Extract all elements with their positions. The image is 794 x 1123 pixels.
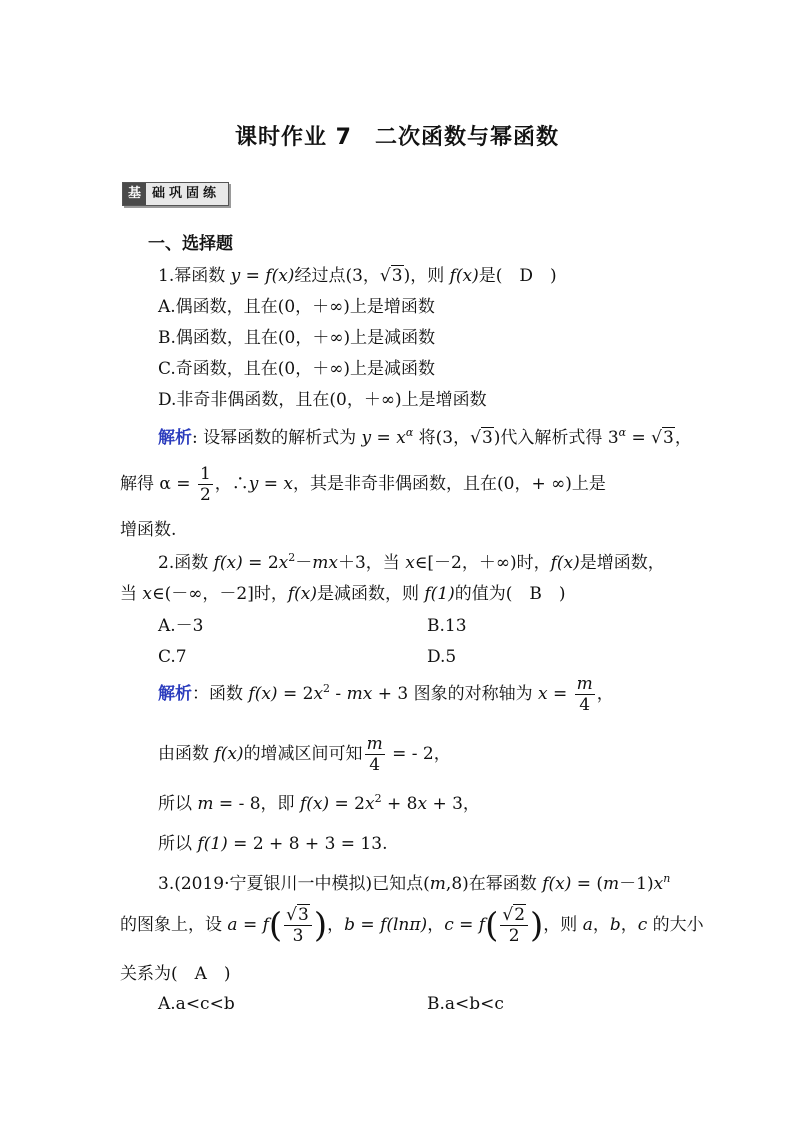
q1-option-c: C.奇函数，且在(0，＋∞)上是减函数 xyxy=(158,359,436,379)
q1-option-a: A.偶函数，且在(0，＋∞)上是增函数 xyxy=(158,297,435,317)
q1-solution-line-3: 增函数. xyxy=(120,520,177,540)
badge-first-char: 基 xyxy=(123,183,146,205)
q2-option-c: C.7 xyxy=(158,647,187,667)
q3-stem-line-1: 3.(2019·宁夏银川一中模拟)已知点(m,8)在幂函数 $f(x) = (m-1)x^n$ xyxy=(158,872,671,894)
q1-solution-line-1: 解析: 设幂函数的解析式为 $y = x^\alpha$ 将(3，√3)代入解析式得 $3^\alpha = √3$， xyxy=(158,426,692,448)
q1-option-b: B.偶函数，且在(0，＋∞)上是减函数 xyxy=(158,328,436,348)
q1-option-d: D.非奇非偶函数，且在(0，＋∞)上是增函数 xyxy=(158,390,487,410)
q3-option-b: B.a<b<c xyxy=(427,994,504,1014)
badge-rest-text: 础巩固练 xyxy=(152,186,221,201)
q3-stem-line-2: 的图象上，设 a = f( $\frac{√3}{3}$ )，b = f(lnπ)，c = f( $\frac{√2}{2}$ )，则 a，b，c 的大小 xyxy=(120,905,704,946)
q2-solution-line-4: 所以 f(1) = 2 + 8 + 3 = 13. xyxy=(158,834,388,854)
q3-option-a: A.a<c<b xyxy=(158,994,235,1014)
q2-solution-line-2: 由函数 f(x)的增减区间可知 $\frac{m}{4}$ = - 2， xyxy=(158,734,451,775)
page-title: 课时作业 7 二次函数与幂函数 xyxy=(235,125,559,150)
section-badge xyxy=(122,182,229,206)
q2-option-a: A.－3 xyxy=(158,616,204,636)
q3-stem-line-3: 关系为( A ) xyxy=(120,964,231,984)
q1-solution-line-2: 解得 α = $\frac{1}{2}$ ，∴y = x，其是非奇非偶函数，且在(0，+ ∞)上是 xyxy=(120,464,606,505)
q2-stem-line-1: 2.函数 $f(x) = 2x^2-mx+3$，当 x∈[－2，＋∞)时，f(x)是增函数， xyxy=(158,551,665,573)
q2-option-d: D.5 xyxy=(427,647,457,667)
q2-option-b: B.13 xyxy=(427,616,467,636)
solution-label: 解析 xyxy=(158,684,192,704)
section-heading: 一、选择题 xyxy=(148,234,233,254)
q2-solution-line-1: 解析：函数 $f(x) = 2x^2$ - mx + 3 图象的对称轴为 x = $\frac{m}{4}$ ， xyxy=(158,674,614,715)
q1-stem: 1.幂函数 y = f(x)经过点(3，√3)，则 f(x)是( D ) xyxy=(158,266,557,286)
q2-stem-line-2: 当 x∈(－∞，－2]时，f(x)是减函数，则 f(1)的值为( B ) xyxy=(120,584,566,604)
solution-label: 解析 xyxy=(158,428,192,448)
q2-solution-line-3: 所以 m = - 8，即 $f(x) = 2x^2 + 8x + 3$， xyxy=(158,792,480,814)
